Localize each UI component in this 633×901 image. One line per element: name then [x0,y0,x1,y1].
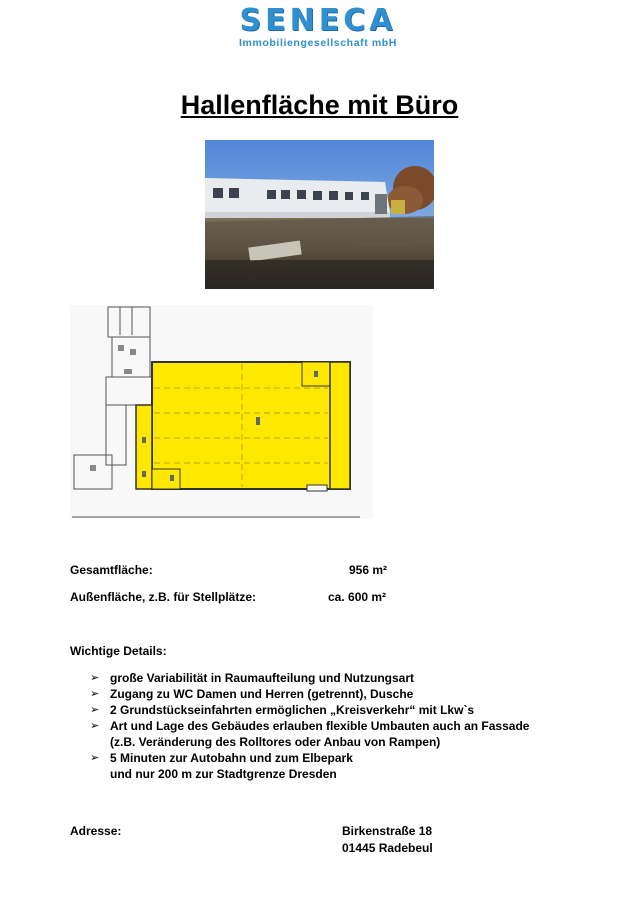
details-list [90,670,570,782]
arrow-bullet-icon: ➢ [90,672,100,684]
total-area-label: Gesamtfläche: [70,563,153,577]
building-photo [205,140,434,289]
address-city: 01445 Radebeul [342,841,433,855]
total-area-value: 956 m² [349,563,388,577]
list-item: ➢ Art und Lage des Gebäudes erlauben flexible Umbauten auch an Fassade (z.B. Veränderung des Rolltores oder Anbau von Rampen) [90,719,530,749]
arrow-bullet-icon: ➢ [90,720,100,732]
arrow-bullet-icon: ➢ [90,752,100,764]
address-street: Birkenstraße 18 [342,824,433,838]
list-item: ➢ 2 Grundstückseinfahrten ermöglichen „Kreisverkehr“ mit Lkw`s [90,703,475,717]
details-heading: Wichtige Details: [70,644,167,658]
arrow-bullet-icon: ➢ [90,688,100,700]
list-item: ➢ Zugang zu WC Damen und Herren (getrennt), Dusche [90,687,414,701]
arrow-bullet-icon: ➢ [90,704,100,716]
list-item: ➢ 5 Minuten zur Autobahn und zum Elbepark und nur 200 m zur Stadtgrenze Dresden [90,751,353,781]
logo-tagline: Immobiliengesellschaft mbH [239,37,397,49]
address-label: Adresse: [70,824,122,838]
outdoor-area-value: ca. 600 m² [328,590,387,604]
page-title: Hallenfläche mit Büro [180,90,459,120]
list-item: ➢ große Variabilität in Raumaufteilung und Nutzungsart [90,671,415,685]
outdoor-area-label: Außenfläche, z.B. für Stellplätze: [70,590,257,604]
company-logo [222,3,414,49]
floor-plan [70,305,373,519]
logo-wordmark: SENECA [239,3,397,38]
